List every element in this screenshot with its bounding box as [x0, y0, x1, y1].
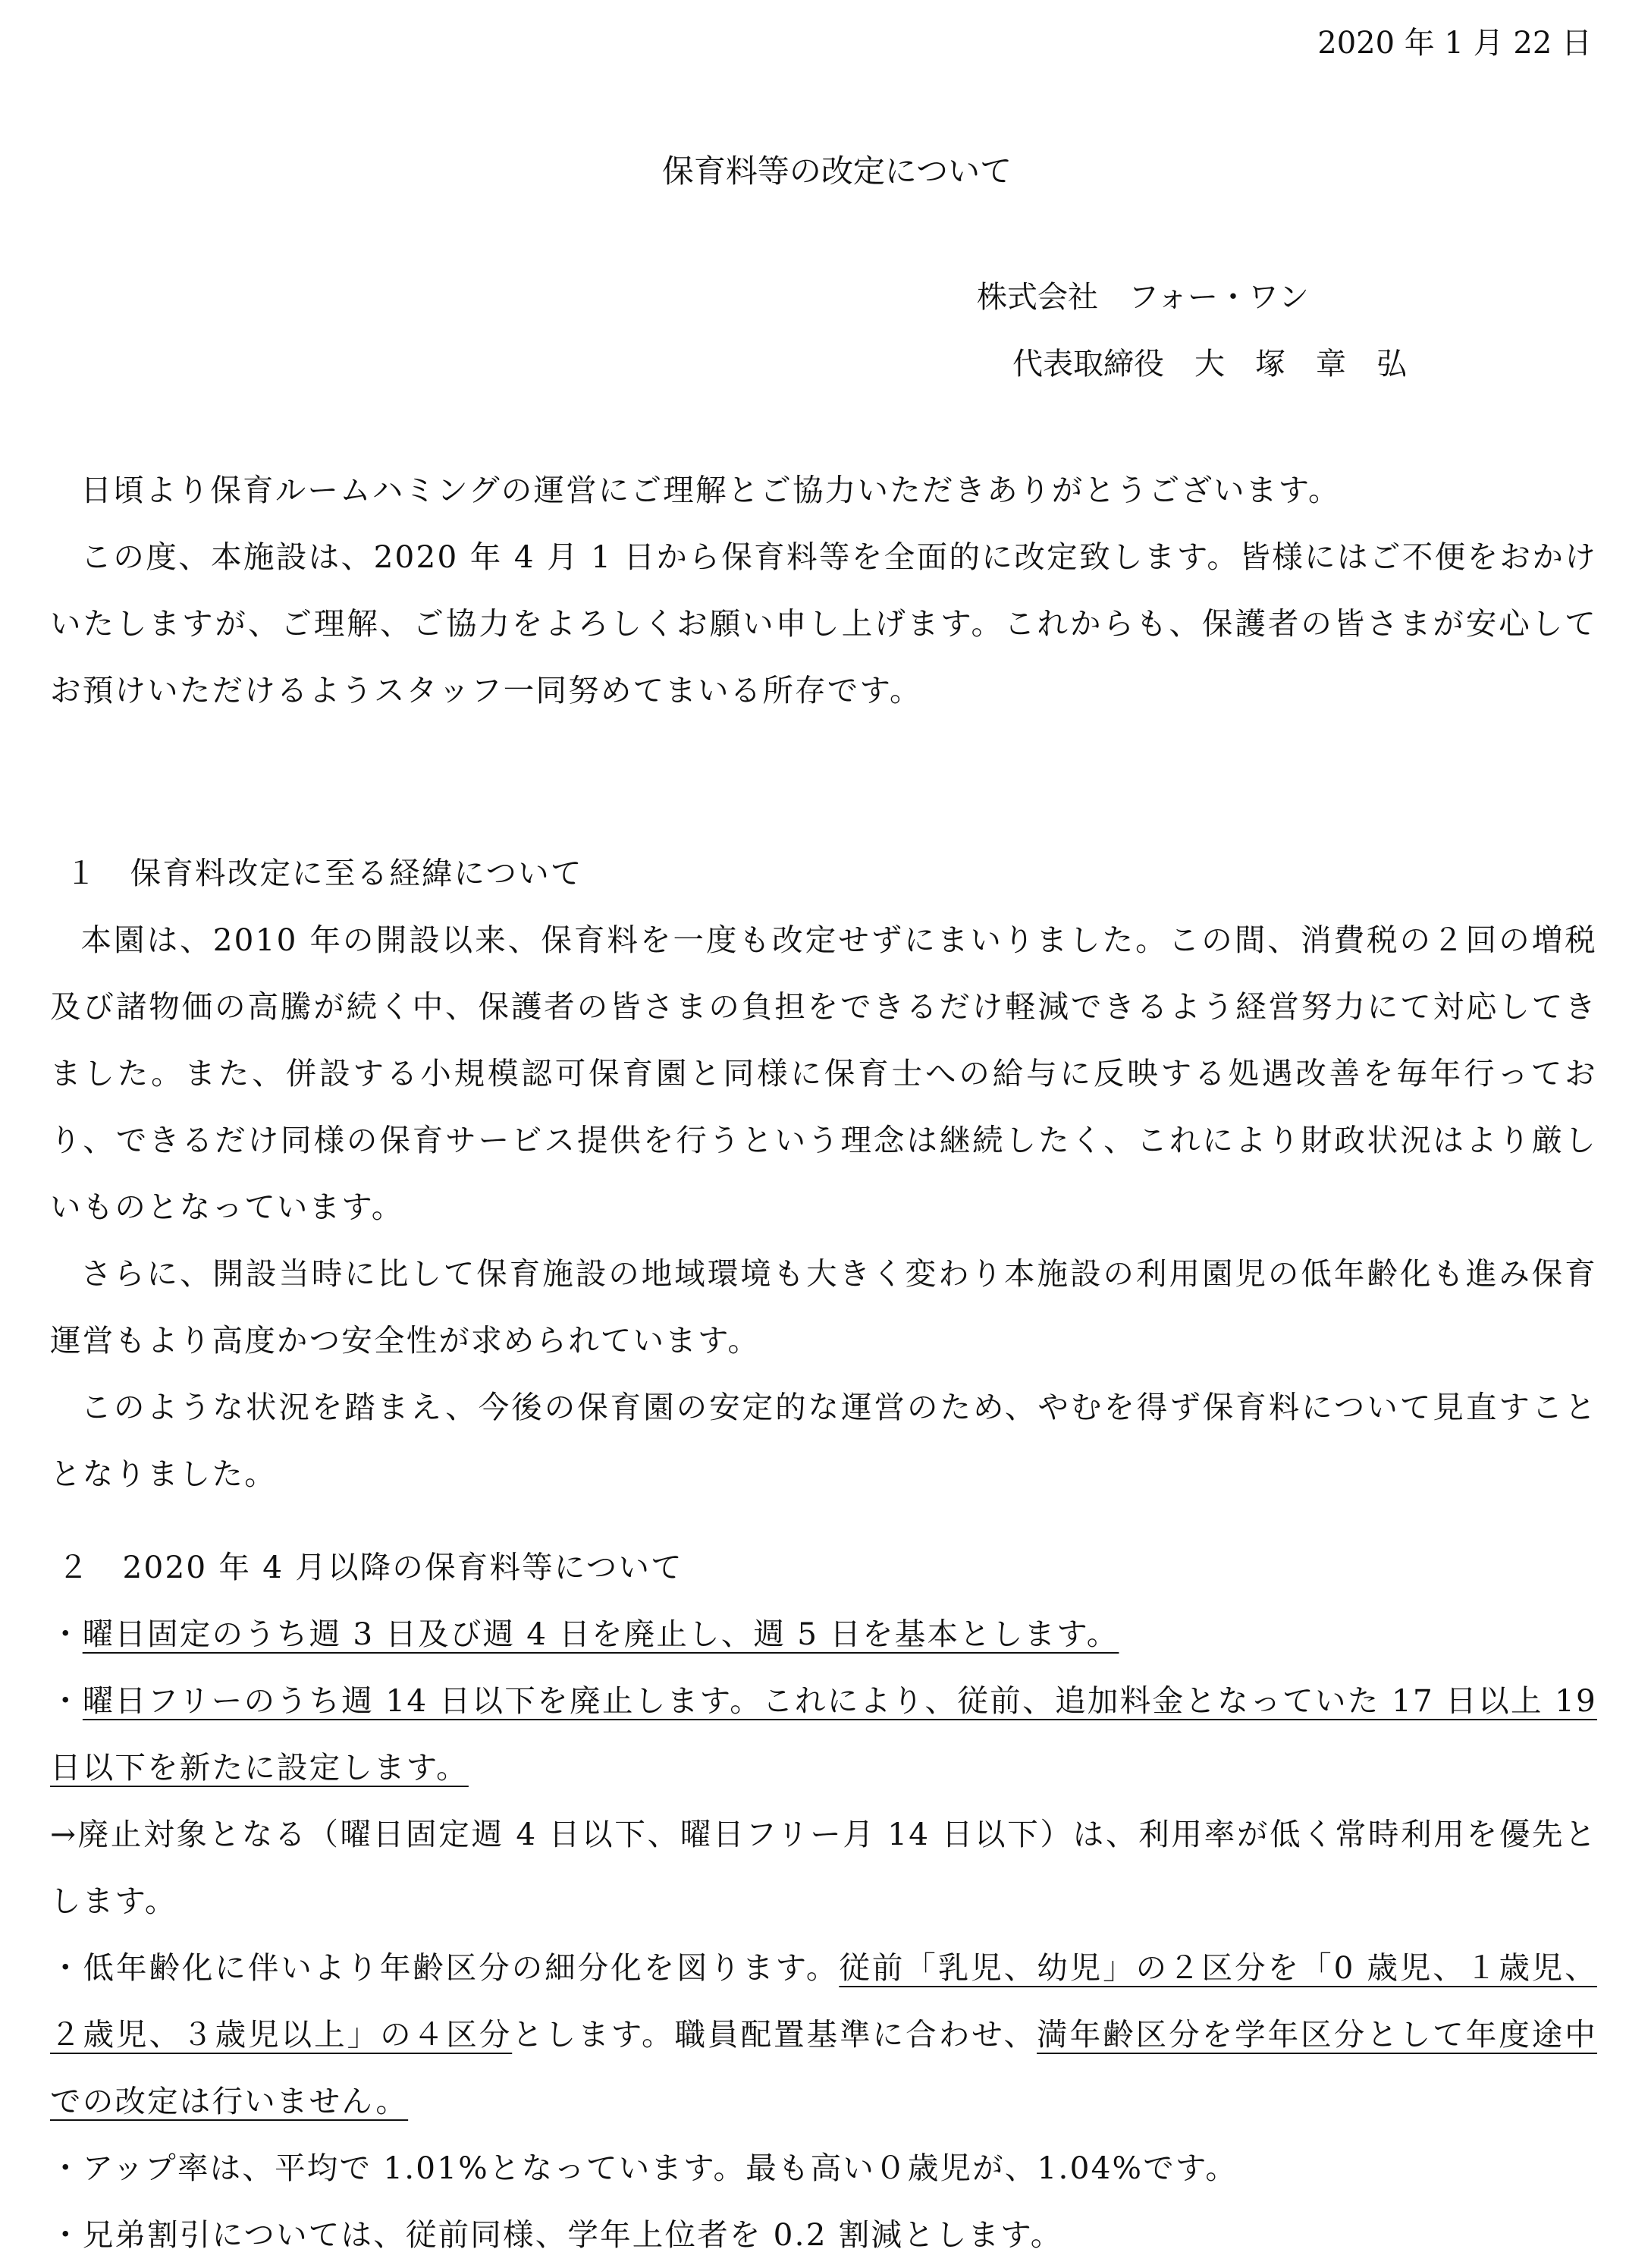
bullet-3-text-a: ・低年齢化に伴いより年齢区分の細分化を図ります。	[50, 1949, 840, 1986]
bullet-2	[50, 1667, 1597, 1801]
arrow-note: →廃止対象となる（曜日固定週 4 日以下、曜日フリー月 14 日以下）は、利用率が低く常時利用を優先とします。	[50, 1816, 1597, 1919]
section-1-paragraph-1: 本園は、2010 年の開設以来、保育料を一度も改定せずにまいりました。この間、消費税の２回の増税及び諸物価の高騰が続く中、保護者の皆さまの負担をできるだけ軽減できるよう経営努力にて対応してきました。また、併設する小規模認可保育園と同様に保育士への給与に反映する処遇改善を毎年行っており、できるだけ同様の保育サービス提供を行うという理念は継続したく、これにより財政状況はより厳しいものとなっています。	[50, 922, 1597, 1225]
bullet-4: ・アップ率は、平均で 1.01%となっています。最も高い０歳児が、1.04%です。	[50, 2150, 1238, 2186]
section-1-paragraph-2: さらに、開設当時に比して保育施設の地域環境も大きく変わり本施設の利用園児の低年齢化も進み保育運営もより高度かつ安全性が求められています。	[50, 1255, 1597, 1359]
bullet-1-underlined-text: 曜日固定のうち週 3 日及び週 4 日を廃止し、週 5 日を基本とします。	[82, 1616, 1119, 1652]
section-2	[50, 1534, 1597, 2268]
section-1-heading: １ 保育料改定に至る経緯について	[65, 855, 583, 891]
section-2-heading: ２ 2020 年 4 月以降の保育料等について	[58, 1549, 683, 1585]
intro-paragraph-2: この度、本施設は、2020 年 4 月 1 日から保育料等を全面的に改定致します。皆様にはご不便をおかけいたしますが、ご理解、ご協力をよろしくお願い申し上げます。これからも、保護者の皆さまが安心してお預けいただけるようスタッフ一同努めてまいる所存です。	[50, 539, 1597, 708]
intro-section	[50, 457, 1597, 724]
bullet-3-text-b: とします。職員配置基準に合わせ、	[512, 2016, 1037, 2053]
bullet-2-marker: ・	[50, 1682, 83, 1719]
document-title: 保育料等の改定について	[661, 152, 1012, 190]
company-name: 株式会社 フォー・ワン	[977, 280, 1309, 315]
bullet-1	[50, 1600, 1597, 1667]
bullet-3-underlined-a: 従前「乳児、幼児」の２区分を「0 歳児、１歳児、２歳児、３歳児以上」の４区分	[50, 1949, 1597, 2053]
bullet-5: ・兄弟割引については、従前同様、学年上位者を 0.2 割減とします。	[50, 2216, 1063, 2253]
bullet-3	[50, 1934, 1597, 2134]
representative-name: 代表取締役 大 塚 章 弘	[1012, 347, 1407, 382]
bullet-1-marker: ・	[50, 1616, 83, 1652]
bullet-2-underlined-text: 曜日フリーのうち週 14 日以下を廃止します。これにより、従前、追加料金となっていた 17 日以上 19 日以下を新たに設定します。	[50, 1682, 1598, 1786]
document-date: 2020 年 1 月 22 日	[1317, 26, 1592, 61]
section-1-paragraph-3: このような状況を踏まえ、今後の保育園の安定的な運営のため、やむを得ず保育料について見直すこととなりました。	[50, 1389, 1597, 1492]
intro-paragraph-1: 日頃より保育ルームハミングの運営にご理解とご協力いただきありがとうございます。	[80, 472, 1341, 508]
section-1	[50, 840, 1597, 1507]
bullet-3-underlined-b: 満年齢区分を学年区分として年度途中での改定は行いません。	[50, 2016, 1598, 2119]
